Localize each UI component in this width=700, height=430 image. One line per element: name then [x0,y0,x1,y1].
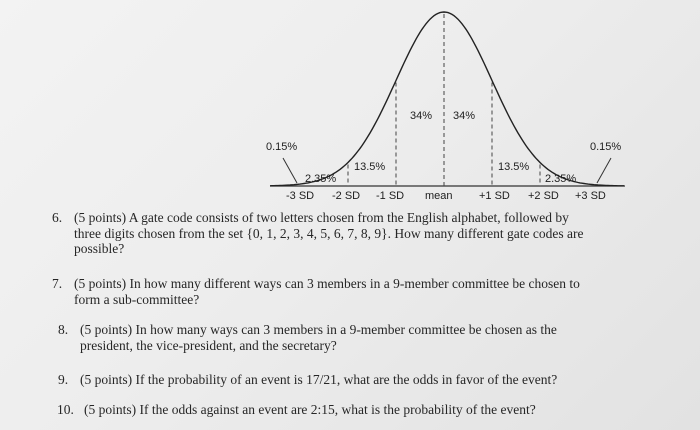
axis-label-p1: +1 SD [479,190,510,202]
question-6-number: 6. [52,210,63,225]
label-34-left: 34% [410,110,433,122]
axis-label-m2: -2 SD [332,190,361,202]
question-10-line-1: (5 points) If the odds against an event are 2:15, what is the probability of the event? [84,402,536,417]
question-7-number: 7. [52,276,63,291]
question-9 [58,372,558,388]
question-9-number: 9. [58,372,69,387]
question-8 [58,322,557,353]
axis-label-mean: mean [425,190,453,202]
label-tail-left: 0.15% [266,141,298,153]
label-2-left: 2.35% [305,173,337,185]
question-8-number: 8. [58,322,69,337]
right-tail-arrow [597,158,611,183]
question-6 [52,210,584,257]
normal-distribution-figure [0,0,700,210]
question-8-line-2: president, the vice-president, and the secretary? [80,337,337,353]
label-tail-right: 0.15% [590,141,622,153]
axis-label-p2: +2 SD [528,190,559,202]
question-6-line-2: three digits chosen from the set {0, 1, 2, 3, 4, 5, 6, 7, 8, 9}. How many different gate codes are [74,225,584,241]
axis-label-p3: +3 SD [575,190,606,202]
label-13-left: 13.5% [354,161,386,173]
label-34-right: 34% [453,110,476,122]
question-8-line-1: (5 points) In how many ways can 3 members in a 9-member committee be chosen as the [80,322,557,337]
question-7-line-2: form a sub-committee? [74,291,200,307]
question-6-line-1: (5 points) A gate code consists of two letters chosen from the English alphabet, followed by [74,210,569,225]
bell-curve [270,12,624,186]
axis-label-m3: -3 SD [286,190,315,202]
question-7 [52,276,580,307]
question-10 [57,402,536,418]
question-6-line-3: possible? [74,241,125,256]
axis-label-m1: -1 SD [376,190,405,202]
label-13-right: 13.5% [498,161,530,173]
question-10-number: 10. [57,402,74,417]
question-9-line-1: (5 points) If the probability of an event is 17/21, what are the odds in favor of the event? [80,372,558,387]
question-7-line-1: (5 points) In how many different ways can 3 members in a 9-member committee be chosen to [74,276,580,291]
left-tail-arrow [283,158,297,183]
label-2-right: 2.35% [545,173,577,185]
